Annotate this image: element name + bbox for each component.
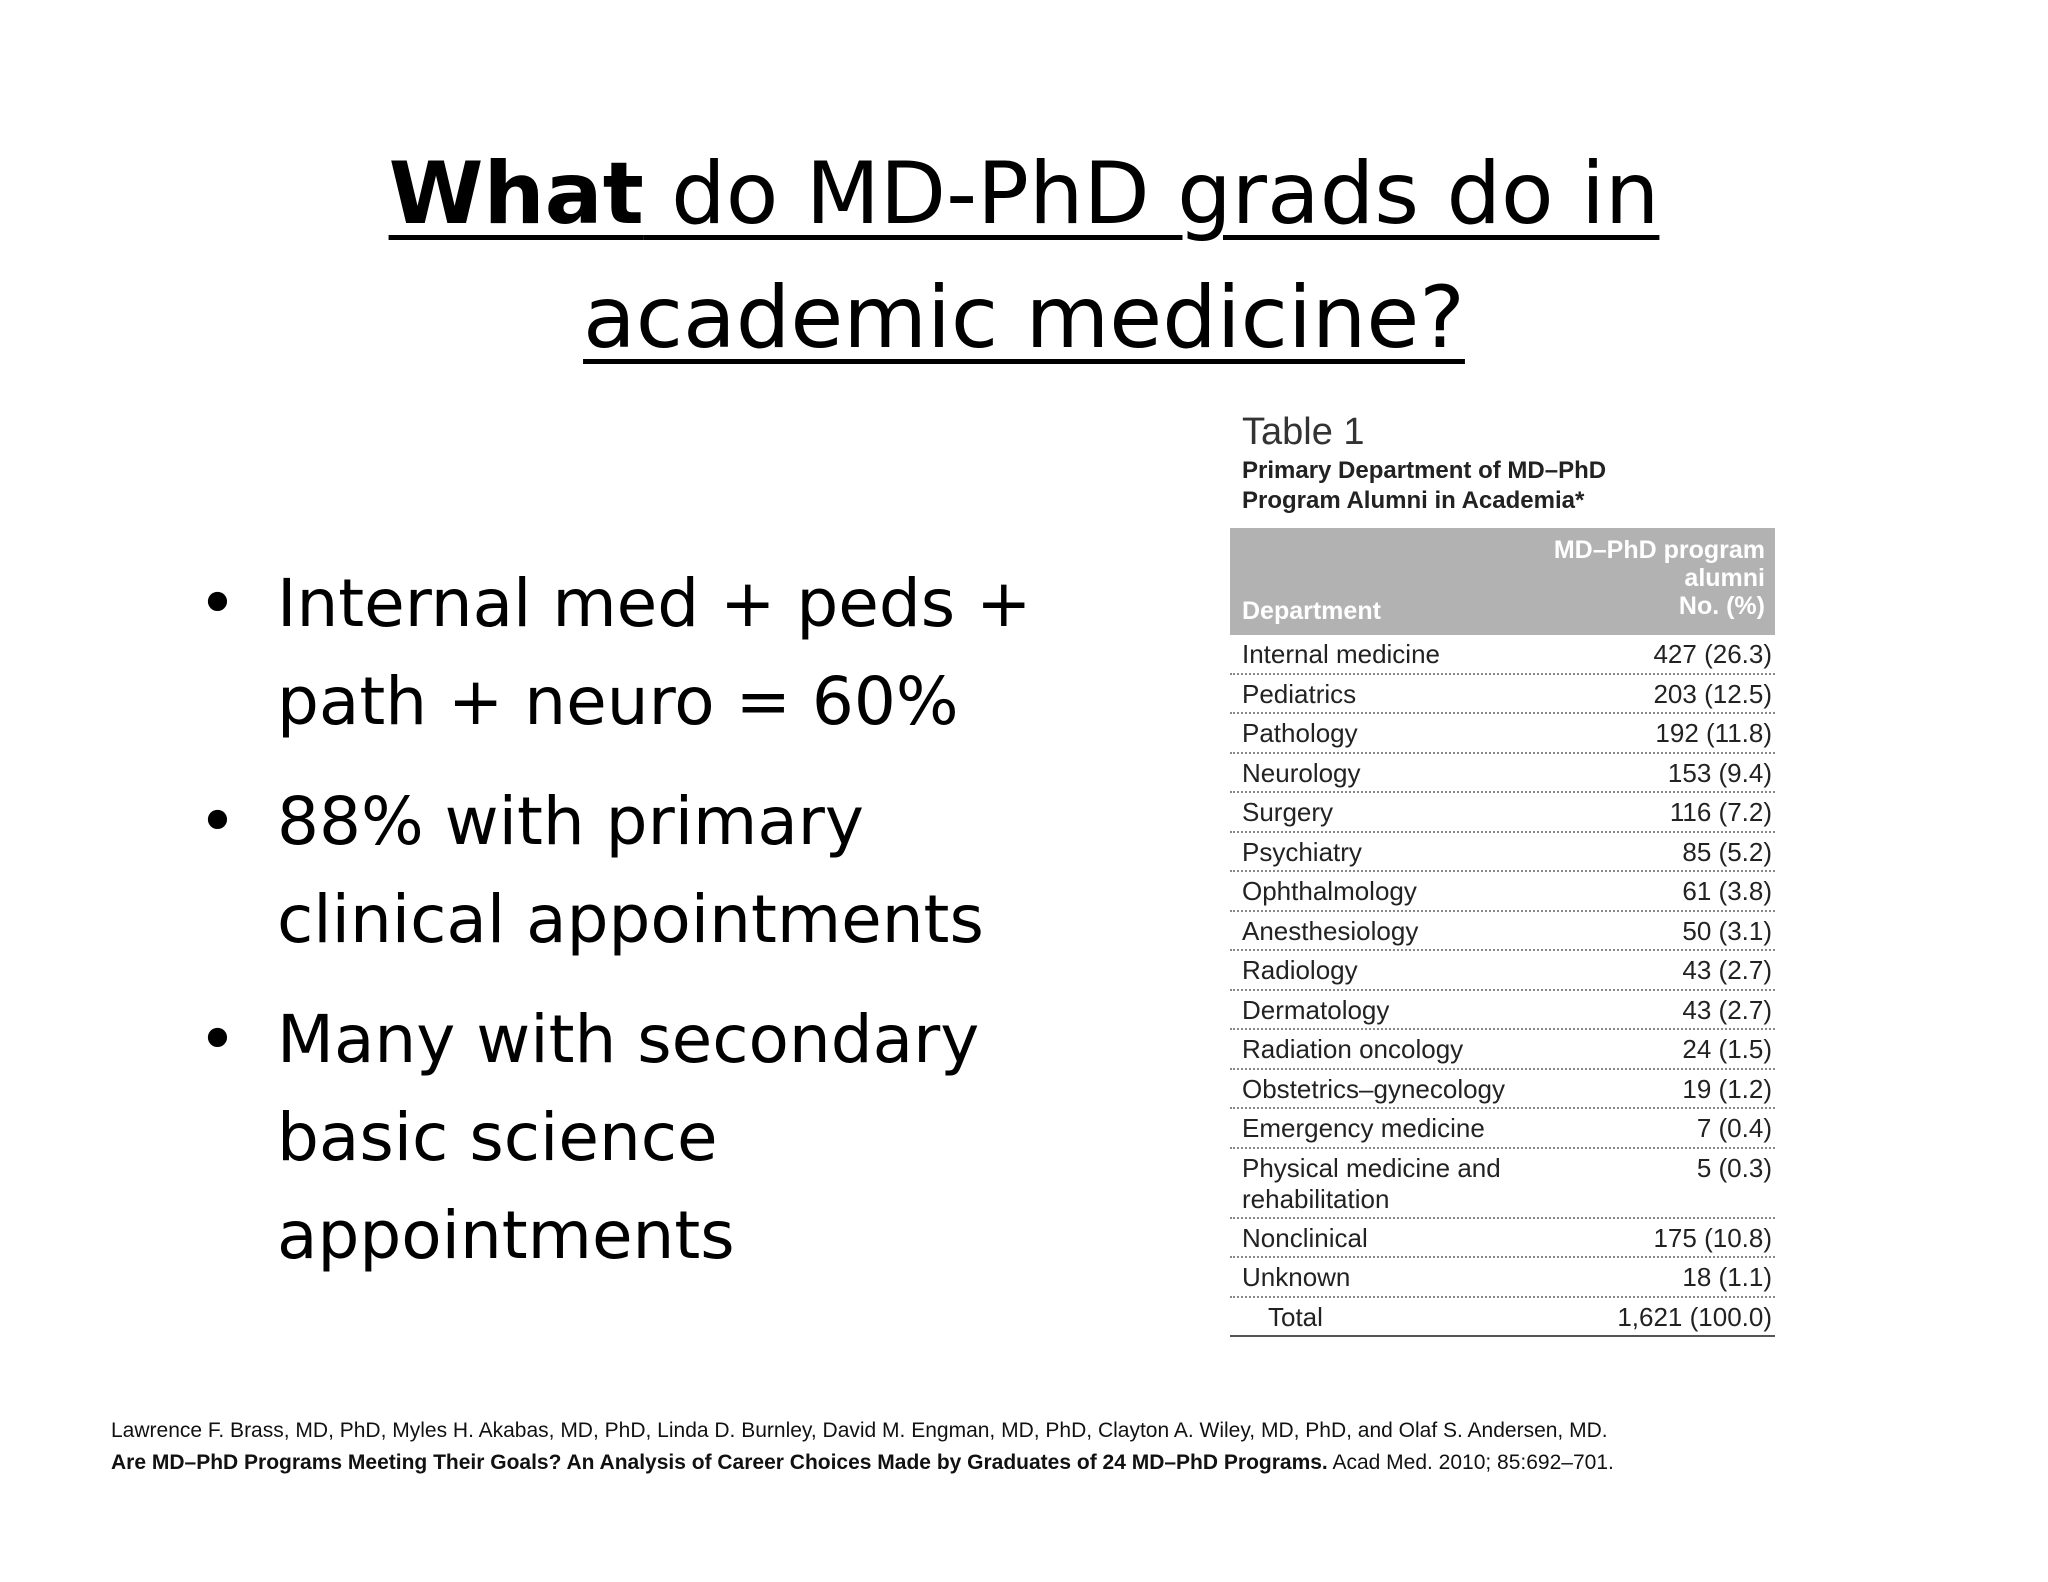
title-line-2: academic medicine? <box>583 268 1465 368</box>
row-department: Surgery <box>1242 797 1334 827</box>
row-department: Radiation oncology <box>1242 1034 1464 1064</box>
bullet-text: Internal med + peds + <box>277 565 1032 642</box>
citation-article-title: Are MD–PhD Programs Meeting Their Goals? An Analysis of Career Choices Made by Graduates of 24 MD–PhD Programs. <box>111 1451 1328 1474</box>
table-row <box>1230 1070 1775 1110</box>
row-department: Nonclinical <box>1242 1222 1368 1253</box>
citation-authors: Lawrence F. Brass, MD, PhD, Myles H. Akabas, MD, PhD, Linda D. Burnley, David M. Engman, MD, PhD, Clayton A. Wiley, MD, PhD, and Olaf S. Andersen, MD. <box>111 1419 1608 1442</box>
bullet-dot-icon: • <box>198 565 237 642</box>
title-line-1-rest: do MD-PhD grads do in <box>643 144 1660 244</box>
total-label: Total <box>1268 1301 1323 1332</box>
header-value-line-1: MD–PhD program <box>1553 536 1765 564</box>
row-value: 5 (0.3) <box>1696 1152 1772 1183</box>
table-row <box>1230 1149 1775 1219</box>
bullet-list <box>198 555 1078 1307</box>
row-value: 7 (0.4) <box>1696 1113 1772 1143</box>
row-department: Physical medicine and rehabilitation <box>1242 1152 1501 1214</box>
table-row <box>1230 833 1775 873</box>
bullet-text: Many with secondary <box>277 1001 980 1078</box>
row-value: 43 (2.7) <box>1682 955 1772 985</box>
table-caption <box>1242 456 1775 516</box>
header-department: Department <box>1242 597 1381 625</box>
citation-journal: Acad Med. 2010; 85:692–701. <box>1327 1451 1614 1474</box>
bullet-dot-icon: • <box>198 1001 237 1078</box>
table-caption-line-1: Primary Department of MD–PhD <box>1242 457 1607 484</box>
table-row <box>1230 1219 1775 1259</box>
row-department: Unknown <box>1242 1262 1351 1292</box>
citation <box>111 1415 1961 1479</box>
row-department: Pathology <box>1242 718 1358 748</box>
table-row <box>1230 793 1775 833</box>
bullet-text: basic science <box>277 1099 718 1176</box>
table-row <box>1230 872 1775 912</box>
row-department: Anesthesiology <box>1242 915 1419 946</box>
bullet-text: appointments <box>277 1197 735 1274</box>
row-value: 85 (5.2) <box>1682 836 1772 867</box>
row-department: Radiology <box>1242 955 1358 985</box>
row-value: 203 (12.5) <box>1653 678 1772 709</box>
table-row <box>1230 754 1775 794</box>
table-label: Table 1 <box>1242 411 1365 453</box>
bullet-dot-icon: • <box>198 783 237 860</box>
header-value-line-3: No. (%) <box>1678 592 1765 620</box>
table-row <box>1230 912 1775 952</box>
table-row <box>1230 951 1775 991</box>
row-department: Neurology <box>1242 757 1361 788</box>
table-row <box>1230 1109 1775 1149</box>
row-value: 61 (3.8) <box>1682 876 1772 906</box>
table-caption-line-2: Program Alumni in Academia* <box>1242 487 1585 514</box>
bullet-item <box>198 555 1078 751</box>
row-value: 24 (1.5) <box>1682 1034 1772 1064</box>
row-value: 18 (1.1) <box>1682 1262 1772 1292</box>
department-table <box>1230 408 1775 1337</box>
row-department: Psychiatry <box>1242 836 1362 867</box>
row-value: 175 (10.8) <box>1653 1222 1772 1253</box>
row-department: Obstetrics–gynecology <box>1242 1073 1506 1104</box>
table-row <box>1230 635 1775 675</box>
bullet-item <box>198 773 1078 969</box>
bullet-item <box>198 991 1078 1285</box>
row-value: 43 (2.7) <box>1682 994 1772 1025</box>
table-row <box>1230 714 1775 754</box>
row-value: 50 (3.1) <box>1682 915 1772 946</box>
bullet-text: clinical appointments <box>277 881 984 958</box>
header-value-line-2: alumni <box>1684 564 1765 592</box>
page-title <box>0 132 2048 380</box>
row-department: Internal medicine <box>1242 639 1440 669</box>
row-department: Dermatology <box>1242 994 1390 1025</box>
bullet-text: 88% with primary <box>277 783 864 860</box>
bullet-text: path + neuro = 60% <box>277 663 959 740</box>
row-value: 116 (7.2) <box>1669 797 1772 827</box>
row-department: Ophthalmology <box>1242 876 1417 906</box>
row-value: 19 (1.2) <box>1682 1073 1772 1104</box>
row-value: 153 (9.4) <box>1667 757 1772 788</box>
row-value: 427 (26.3) <box>1653 639 1772 669</box>
table-row <box>1230 1258 1775 1298</box>
title-bold-word: What <box>388 144 644 244</box>
table-row <box>1230 675 1775 715</box>
header-value-column <box>1465 536 1765 620</box>
row-department: Emergency medicine <box>1242 1113 1485 1143</box>
table-header <box>1230 528 1775 635</box>
title-line-1 <box>389 144 1660 244</box>
table-total-row <box>1230 1298 1775 1338</box>
table-row <box>1230 991 1775 1031</box>
total-value: 1,621 (100.0) <box>1617 1301 1772 1332</box>
row-value: 192 (11.8) <box>1655 718 1772 748</box>
row-department: Pediatrics <box>1242 678 1357 709</box>
table-row <box>1230 1030 1775 1070</box>
